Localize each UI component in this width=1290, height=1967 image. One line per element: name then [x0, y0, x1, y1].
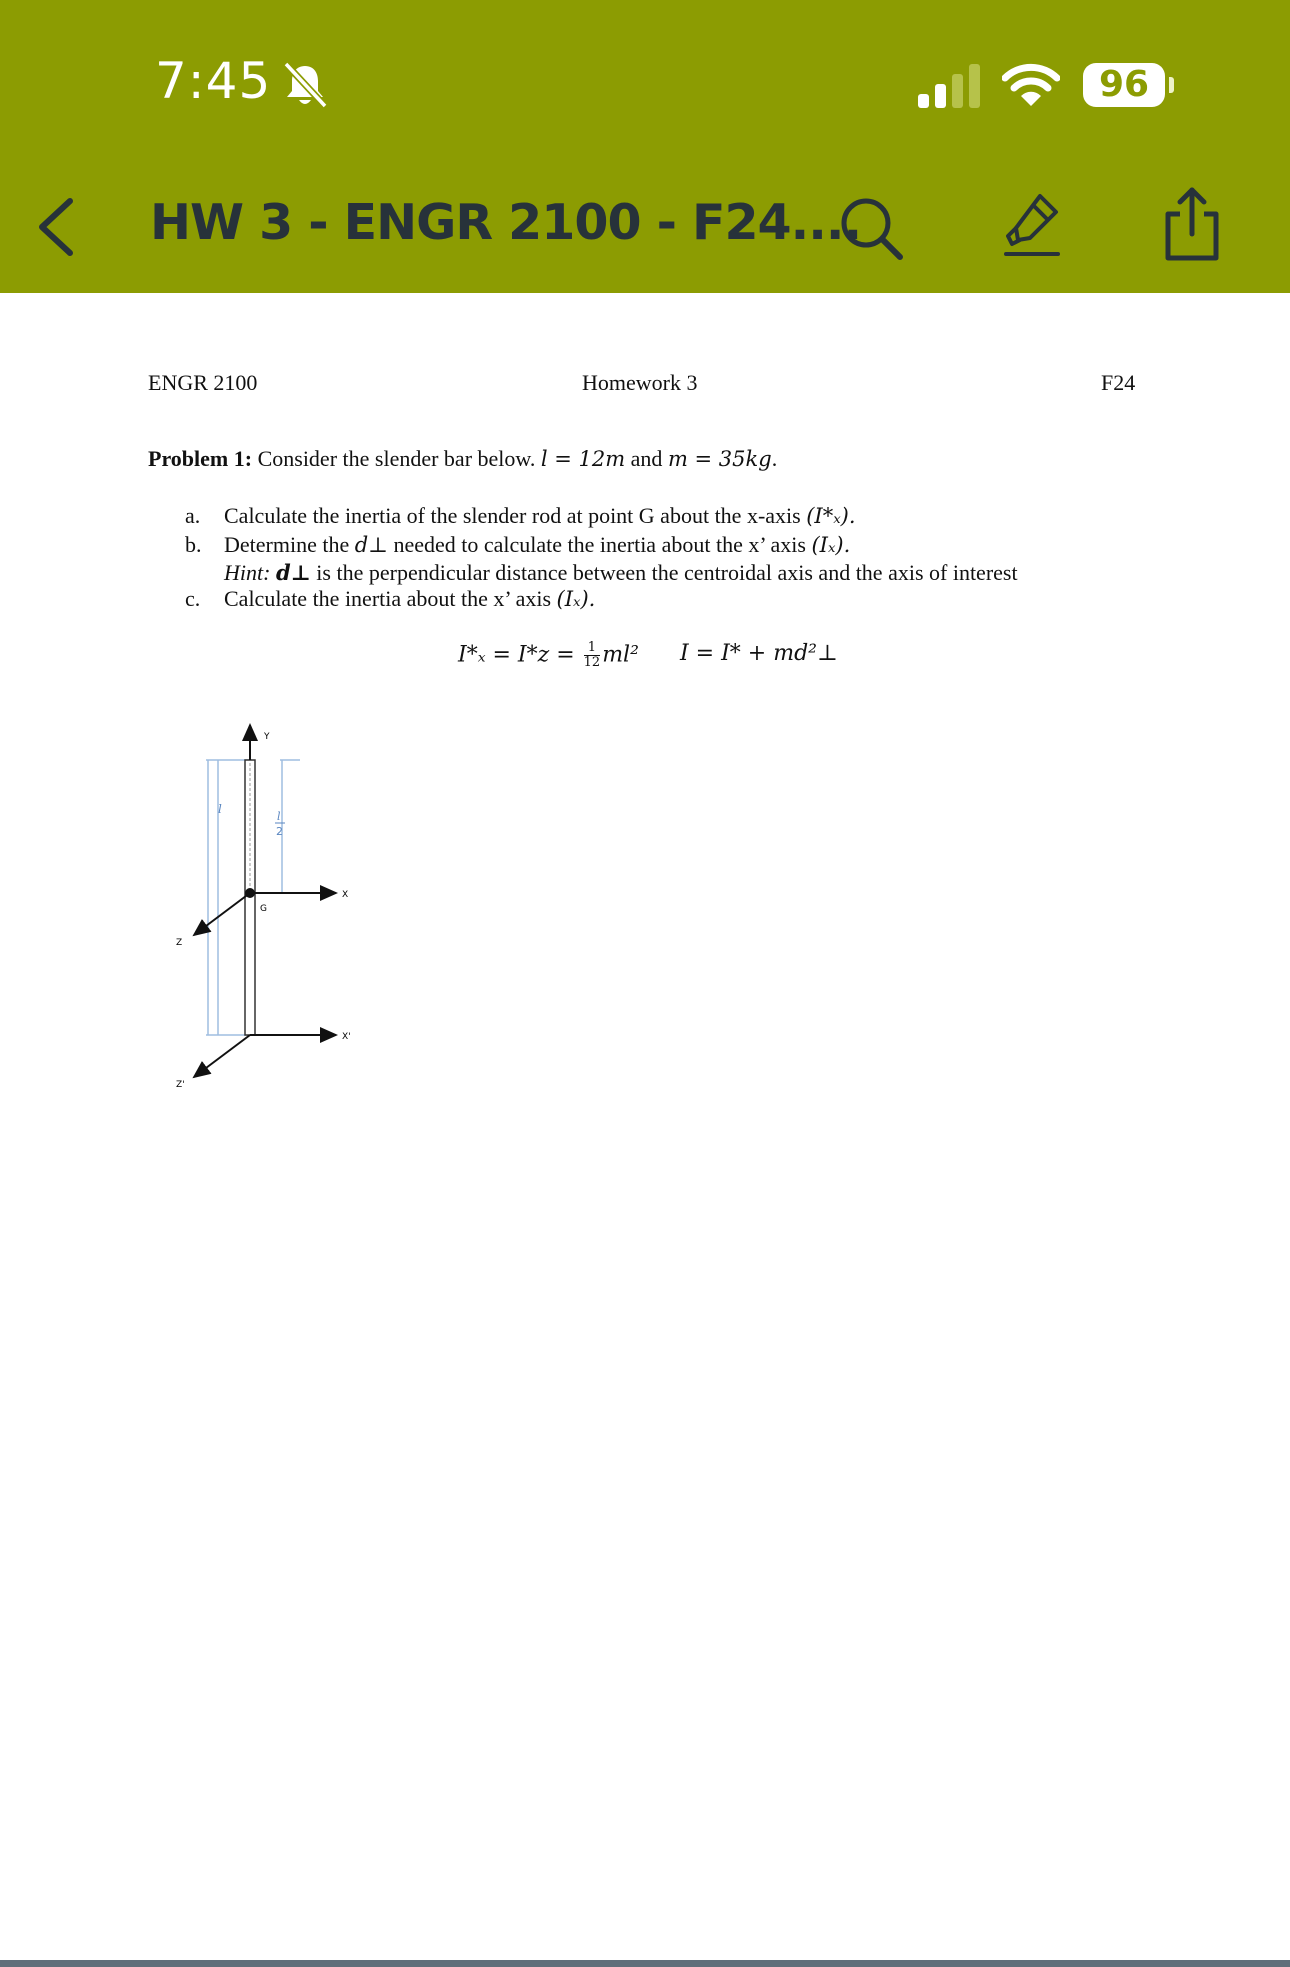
problem-statement [148, 446, 777, 472]
item-c-marker: c. [185, 586, 201, 611]
item-c [224, 586, 595, 612]
item-b-symbol: d⊥ [354, 533, 388, 557]
problem-label: Problem 1: [148, 446, 253, 471]
mass-expression: m = 35kg [667, 447, 772, 471]
document-title[interactable]: HW 3 - ENGR 2100 - F24.... [150, 194, 862, 251]
problem-period: . [771, 446, 778, 471]
z-axis [194, 893, 250, 935]
slender-bar-figure [170, 715, 370, 1095]
label-g: G [260, 904, 267, 914]
centroidal-inertia-formula [458, 641, 639, 670]
cellular-signal-icon [918, 64, 983, 108]
label-y: Y [264, 732, 270, 742]
and-word: and [630, 446, 663, 471]
wifi-icon [1002, 62, 1060, 108]
item-a [224, 503, 856, 529]
fraction-numerator: 1 [584, 641, 601, 656]
status-time: 7:45 [155, 52, 272, 110]
hint-label: Hint: [224, 560, 271, 585]
item-b-marker: b. [185, 532, 202, 557]
problem-intro: Consider the slender bar below. [257, 446, 536, 471]
course-header: ENGR 2100 [148, 370, 258, 395]
hint-symbol: d⊥ [275, 560, 311, 585]
label-half-denominator: 2 [276, 825, 283, 838]
formula-1-lhs: I*ₓ = I*z = [458, 642, 575, 668]
fraction-denominator: 12 [583, 655, 601, 670]
label-x-prime: X' [342, 1032, 351, 1042]
battery-icon: 96 [1083, 63, 1165, 107]
item-b-expression: (Iₓ). [811, 533, 851, 557]
item-c-text: Calculate the inertia about the x’ axis [224, 586, 552, 611]
chevron-left-icon[interactable] [34, 195, 78, 259]
item-b [224, 532, 850, 558]
label-z: Z [176, 938, 183, 948]
centroid-point [245, 888, 255, 898]
hint-text: is the perpendicular distance between the centroidal axis and the axis of interest [316, 560, 1018, 585]
label-x: X [342, 890, 349, 900]
parallel-axis-formula: I = I* + md²⊥ [680, 641, 838, 666]
label-z-prime: Z' [176, 1080, 185, 1090]
label-length: l [218, 802, 222, 816]
item-a-text: Calculate the inertia of the slender rod at point G about the x-axis [224, 503, 801, 528]
battery-tip [1169, 77, 1174, 93]
homework-header: Homework 3 [582, 370, 698, 395]
share-icon[interactable] [1162, 186, 1222, 262]
one-twelfth-fraction [584, 641, 601, 670]
app-toolbar [0, 0, 1290, 293]
z-prime-axis [194, 1035, 250, 1077]
item-a-marker: a. [185, 503, 201, 528]
term-header: F24 [1101, 370, 1136, 395]
item-b-text-post: needed to calculate the inertia about the x’ axis [393, 532, 806, 557]
bell-slash-icon [282, 60, 328, 110]
highlighter-icon[interactable] [1002, 192, 1062, 260]
bottom-edge-bar [0, 1960, 1290, 1967]
length-expression: l = 12m [540, 447, 626, 471]
search-icon[interactable] [838, 195, 904, 261]
item-c-expression: (Iₓ). [556, 587, 596, 611]
formula-1-rhs: ml² [602, 642, 639, 668]
item-b-text-pre: Determine the [224, 532, 350, 557]
label-half-numerator: l [277, 810, 281, 823]
hint [224, 560, 1018, 586]
item-a-expression: (I*ₓ). [806, 504, 856, 528]
